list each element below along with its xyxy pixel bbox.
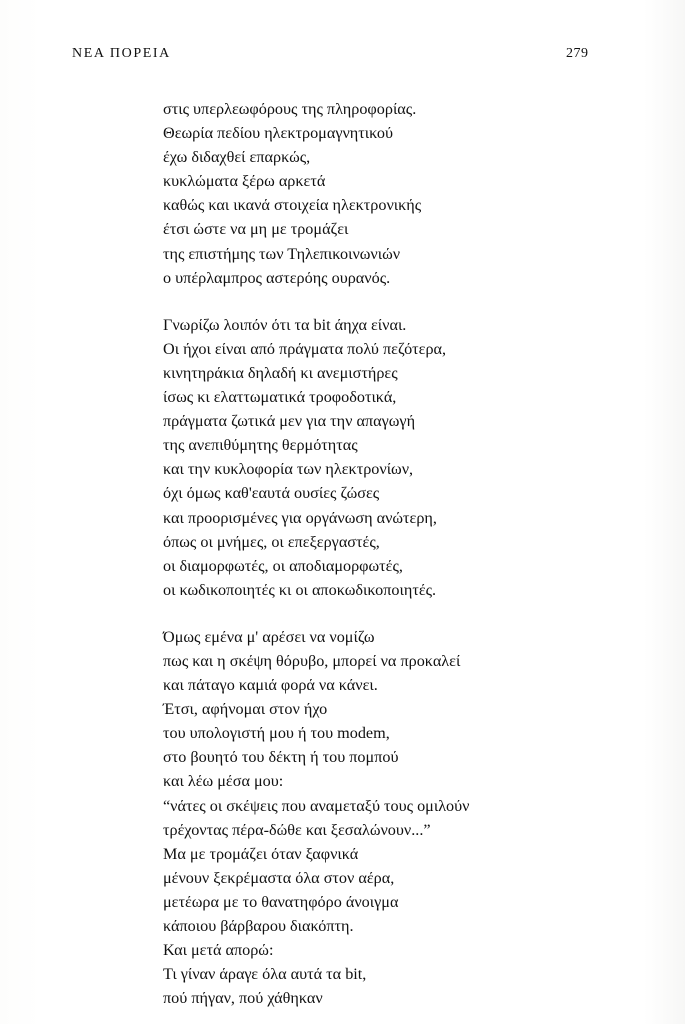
poem-line: “νάτες οι σκέψεις που αναμεταξύ τους ομιλούν [163, 796, 470, 815]
poem-line: κινητηράκια δηλαδή κι ανεμιστήρες [163, 363, 398, 382]
poem-line: της επιστήμης των Τηλεπικοινωνιών [163, 244, 401, 263]
poem-line: και πάταγο καμιά φορά να κάνει. [163, 676, 378, 695]
stanza-3 [163, 625, 663, 1011]
running-title: ΝΕΑ ΠΟΡΕΙΑ [72, 46, 171, 61]
stanza-1 [163, 97, 663, 290]
poem-line: Και μετά απορώ: [163, 941, 274, 960]
poem [163, 97, 663, 1033]
poem-line: στις υπερλεωφόρους της πληροφορίας. [163, 100, 417, 118]
poem-line: έτσι ώστε να μη με τρομάζει [163, 220, 349, 239]
poem-line: τρέχοντας πέρα-δώθε και ξεσαλώνουν...” [163, 820, 431, 839]
poem-line: Όμως εμένα μ' αρέσει να νομίζω [163, 627, 375, 646]
poem-line: κυκλώματα ξέρω αρκετά [163, 172, 326, 191]
poem-line: πράγματα ζωτικά μεν για την απαγωγή [163, 412, 416, 431]
poem-line: Γνωρίζω λοιπόν ότι τα bit άηχα είναι. [163, 315, 407, 334]
poem-line: ίσως κι ελαττωματικά τροφοδοτικά, [163, 388, 397, 407]
poem-line: Τι γίναν άραγε όλα αυτά τα bit, [163, 965, 367, 984]
poem-line: κάποιου βάρβαρου διακόπτη. [163, 917, 354, 935]
poem-line: πού πήγαν, πού χάθηκαν [163, 989, 323, 1008]
poem-line: και προορισμένες για οργάνωση ανώτερη, [163, 508, 437, 527]
poem-line: μετέωρα με το θανατηφόρο άνοιγμα [163, 892, 399, 911]
poem-line: οι διαμορφωτές, οι αποδιαμορφωτές, [163, 556, 403, 575]
poem-line: Θεωρία πεδίου ηλεκτρομαγνητικού [163, 124, 394, 143]
page-number: 279 [566, 46, 589, 61]
poem-line: καθώς και ικανά στοιχεία ηλεκτρονικής [163, 196, 422, 215]
poem-line: στο βουητό του δέκτη ή του πομπού [163, 748, 399, 767]
poem-line: ο υπέρλαμπρος αστερόης ουρανός. [163, 268, 391, 287]
poem-line: έχω διδαχθεί επαρκώς, [163, 148, 311, 167]
stanza-2 [163, 313, 663, 602]
poem-line: και λέω μέσα μου: [163, 772, 284, 791]
poem-line: Έτσι, αφήνομαι στον ήχο [163, 700, 328, 719]
poem-line: οι κωδικοποιητές κι οι αποκωδικοποιητές. [163, 580, 437, 599]
poem-line: της ανεπιθύμητης θερμότητας [163, 436, 358, 455]
poem-line: μένουν ξεκρέμαστα όλα στον αέρα, [163, 868, 395, 887]
poem-line: του υπολογιστή μου ή του modem, [163, 724, 390, 743]
poem-line: όχι όμως καθ'εαυτά ουσίες ζώσες [163, 484, 380, 503]
poem-line: Οι ήχοι είναι από πράγματα πολύ πεζότερα, [163, 339, 447, 358]
poem-line: όπως οι μνήμες, οι επεξεργαστές, [163, 532, 380, 551]
poem-line: πως και η σκέψη θόρυβο, μπορεί να προκαλεί [163, 651, 461, 670]
poem-line: Μα με τρομάζει όταν ξαφνικά [163, 844, 359, 863]
poem-line: και την κυκλοφορία των ηλεκτρονίων, [163, 460, 414, 479]
